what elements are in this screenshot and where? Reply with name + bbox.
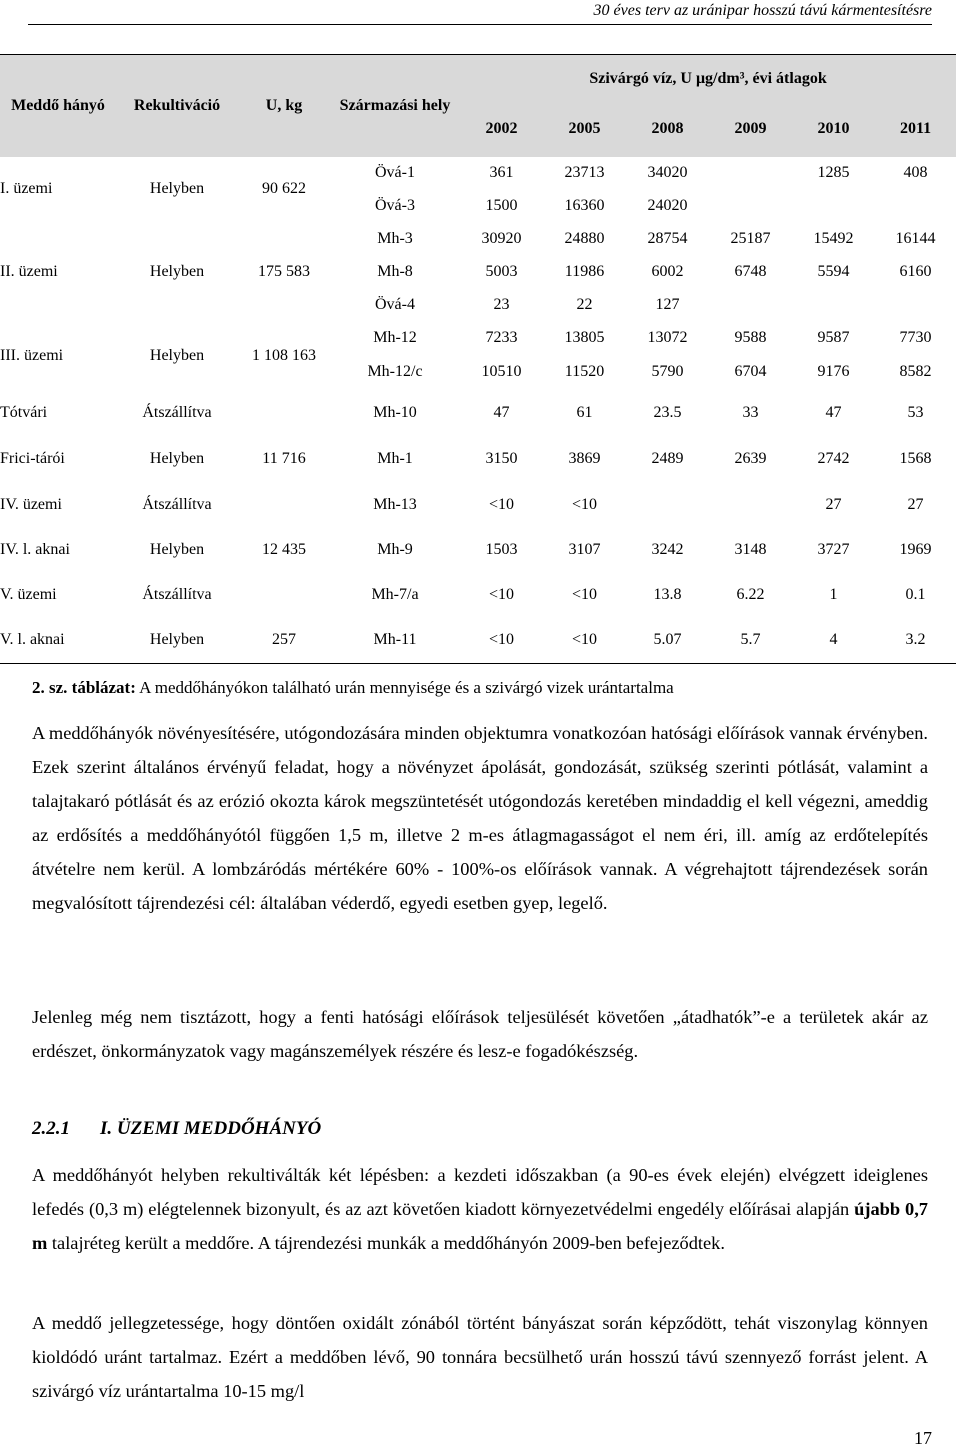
cell-value: 3727 [817, 540, 850, 558]
paragraph-4: A meddő jellegzetessége, hogy döntően oxidált zónából történt bányászat során képződött, tehát viszonylag könnyen kioldódó uránt tartalmaz. Ezért a meddőben lévő, 90 tonnára becsülhető urán hosszú távú szennyező forrást jelent. A szivárgó víz urántartalma 10-15 mg/l [32, 1313, 928, 1401]
year-header: 2011 [899, 120, 932, 138]
cell-value: 5.07 [626, 618, 709, 664]
year-header: 2002 [485, 120, 518, 138]
cell-value: 15492 [813, 229, 854, 247]
cell-source: Mh-11 [330, 618, 460, 664]
cell-dump: IV. üzemi [0, 495, 62, 513]
table-row [0, 528, 956, 573]
cell-value: 2639 [734, 450, 767, 468]
table-row [0, 573, 956, 618]
table-row [0, 483, 956, 528]
cell-u: 90 622 [262, 180, 306, 198]
cell-value: 16360 [564, 196, 605, 214]
cell-value: 6160 [899, 262, 932, 280]
cell-u [238, 391, 330, 437]
cell-value: 361 [489, 163, 514, 181]
cell-value: 9587 [817, 328, 850, 346]
cell-value: 30920 [481, 229, 522, 247]
cell-dump: I. üzemi [0, 180, 53, 198]
cell-value: 23 [493, 295, 510, 313]
cell-value: <10 [543, 618, 626, 664]
cell-source: Mh-1 [377, 450, 413, 468]
col-header-rekultivacio: Rekultiváció [116, 55, 238, 157]
table-row [0, 223, 956, 256]
cell-rek: Átszállítva [142, 495, 212, 513]
cell-rek: Átszállítva [142, 404, 212, 422]
cell-value: 127 [655, 295, 680, 313]
cell-value [792, 289, 875, 322]
cell-value [875, 289, 956, 322]
cell-dump: V. üzemi [0, 585, 57, 603]
cell-source: Mh-9 [377, 540, 413, 558]
cell-value: 0.1 [905, 585, 926, 603]
paragraph-3-part-2: talajréteg került a meddőre. A tájrendezési munkák a meddőhányón 2009-ben befejeződtek. [47, 1233, 725, 1253]
cell-value: 3150 [485, 450, 518, 468]
cell-value: 6.22 [736, 585, 765, 603]
cell-value: 9588 [734, 328, 767, 346]
cell-value: 4 [792, 618, 875, 664]
cell-value: 5.7 [709, 618, 792, 664]
cell-value: 1 [829, 585, 838, 603]
table-row [0, 157, 956, 190]
cell-value: 7233 [485, 328, 518, 346]
cell-dump: IV. l. aknai [0, 540, 70, 558]
cell-value: 16144 [895, 229, 936, 247]
cell-value [709, 190, 792, 223]
col-header-dump: Meddő hányó [0, 55, 116, 157]
page-number: 17 [914, 1428, 932, 1448]
cell-value [709, 483, 792, 528]
cell-value: <10 [488, 495, 515, 513]
cell-value: 23713 [564, 163, 605, 181]
cell-value: 2742 [817, 450, 850, 468]
cell-u [238, 483, 330, 528]
cell-source: Mh-7/a [371, 585, 419, 603]
cell-rek: Átszállítva [142, 585, 212, 603]
cell-dump: III. üzemi [0, 346, 64, 364]
cell-value [626, 483, 709, 528]
cell-dump: Tótvári [0, 404, 48, 422]
cell-u: 175 583 [258, 262, 310, 280]
paragraph-2: Jelenleg még nem tisztázott, hogy a fenti hatósági előírások teljesülését követően „átadhatók”-e a területek akár az erdészet, önkormányzatok vagy magánszemélyek részére és lesz-e fogadókészség. [32, 1007, 928, 1061]
uranium-table [0, 54, 956, 664]
cell-value: 1285 [817, 163, 850, 181]
cell-value: 1500 [485, 196, 518, 214]
col-header-group: Szivárgó víz, U μg/dm³, évi átlagok [460, 55, 956, 103]
cell-value [709, 289, 792, 322]
table-row [0, 322, 956, 355]
year-header: 2005 [568, 120, 601, 138]
section-heading [32, 1112, 321, 1146]
cell-u: 11 716 [262, 450, 306, 468]
table-row [0, 618, 956, 664]
cell-value: 1969 [899, 540, 932, 558]
paragraph-3-bold: újabb 0,7 m [32, 1199, 928, 1253]
cell-value: 6002 [651, 262, 684, 280]
section-number: 2.2.1 [32, 1118, 70, 1139]
header-title: 30 éves terv az uránipar hosszú távú kármentesítésre [593, 2, 932, 19]
cell-value: 13072 [647, 328, 688, 346]
cell-value: 6704 [734, 363, 767, 381]
cell-source: Mh-12 [373, 328, 417, 346]
cell-source: Mh-10 [373, 404, 417, 422]
cell-rek: Helyben [149, 540, 205, 558]
year-header: 2008 [651, 120, 684, 138]
cell-rek: Helyben [149, 262, 205, 280]
cell-source: Mh-12/c [367, 363, 423, 381]
cell-value: 27 [825, 495, 842, 513]
col-header-source: Származási hely [330, 55, 460, 157]
cell-value [792, 190, 875, 223]
col-header-u-kg: U, kg [238, 55, 330, 157]
cell-value: 7730 [899, 328, 932, 346]
cell-value: 3148 [734, 540, 767, 558]
table-caption [32, 678, 932, 698]
cell-value: 13805 [564, 328, 605, 346]
cell-value: 34020 [647, 163, 688, 181]
cell-value: 3.2 [875, 618, 956, 664]
cell-value: 5594 [817, 262, 850, 280]
table-row [0, 437, 956, 483]
page-header [28, 0, 932, 25]
cell-value: 5003 [485, 262, 518, 280]
cell-dump: V. l. aknai [0, 618, 116, 664]
cell-value: 47 [825, 404, 842, 422]
paragraph-3-part-1: A meddőhányót helyben rekultiválták két lépésben: a kezdeti időszakban (a 90-es évek elején) elvégzett ideiglenes lefedés (0,3 m) elégtelennek bizonyult, és az azt követően kiadott környezetvédelmi engedély előírásai alapján [32, 1165, 928, 1219]
cell-rek: Helyben [149, 450, 205, 468]
cell-value: 6748 [734, 262, 767, 280]
cell-dump: Frici-tárói [0, 450, 65, 468]
cell-value: 24020 [647, 196, 688, 214]
cell-value: 24880 [564, 229, 605, 247]
paragraph-3 [32, 1158, 928, 1260]
table-row [0, 391, 956, 437]
cell-value: <10 [571, 585, 598, 603]
cell-value: 3242 [651, 540, 684, 558]
section-title: I. ÜZEMI MEDDŐHÁNYÓ [100, 1118, 322, 1139]
cell-value: 1568 [899, 450, 932, 468]
cell-u: 257 [238, 618, 330, 664]
cell-value: 53 [907, 404, 924, 422]
cell-u: 1 108 163 [252, 346, 316, 364]
cell-value [709, 157, 792, 190]
cell-value: 27 [907, 495, 924, 513]
cell-u: 12 435 [262, 540, 306, 558]
cell-value: 47 [493, 404, 510, 422]
cell-value: <10 [460, 618, 543, 664]
cell-value: <10 [571, 495, 598, 513]
paragraph-1: A meddőhányók növényesítésére, utógondozására minden objektumra vonatkozóan hatósági előírások vannak érvényben. Ezek szerint általános érvényű feladat, hogy a növényzet ápolását, gondozását, szükség szerinti pótlását, valamint a talajtakaró pótlását és az erózió okozta károk megszüntetését utógondozás keretében mindaddig el kell végezni, ameddig az erdősítés a meddőhányótól függően 1,5 m, illetve 2 m-es átlagmagasságot el nem éri, ill. amíg az erdőtelepítés átvételre nem kerül. A lombzáródás mértékére 60% - 100%-os előírások vannak. A végrehajtott tájrendezések során megvalósított tájrendezési cél: általában véderdő, egyedi esetben gyep, legelő. [32, 723, 928, 913]
cell-source: Mh-3 [377, 229, 413, 247]
cell-source: Övá-3 [375, 196, 415, 214]
cell-rek: Helyben [149, 346, 205, 364]
cell-value: 408 [903, 163, 928, 181]
cell-rek: Helyben [116, 618, 238, 664]
cell-value: 3869 [568, 450, 601, 468]
cell-value: 33 [742, 404, 759, 422]
cell-value: 61 [576, 404, 593, 422]
cell-value: 1503 [485, 540, 518, 558]
cell-value: 25187 [730, 229, 771, 247]
cell-value: <10 [488, 585, 515, 603]
cell-value: 5790 [651, 363, 684, 381]
cell-value: 10510 [481, 363, 522, 381]
caption-text: A meddőhányókon található urán mennyisége és a szivárgó vizek urántartalma [135, 678, 674, 697]
cell-value: 3107 [568, 540, 601, 558]
cell-source: Mh-8 [377, 262, 413, 280]
year-header: 2010 [817, 120, 850, 138]
cell-value: 11986 [564, 262, 605, 280]
cell-source: Övá-1 [375, 163, 415, 181]
cell-u [238, 573, 330, 618]
cell-value: 2489 [651, 450, 684, 468]
cell-source: Övá-4 [375, 295, 415, 313]
cell-source: Mh-13 [373, 495, 417, 513]
cell-value: 22 [576, 295, 593, 313]
cell-value: 23.5 [653, 404, 682, 422]
caption-label: 2. sz. táblázat: [32, 678, 136, 697]
cell-value: 9176 [817, 363, 850, 381]
cell-value: 8582 [899, 363, 932, 381]
cell-value: 11520 [564, 363, 605, 381]
cell-value [875, 190, 956, 223]
cell-value: 28754 [647, 229, 688, 247]
year-header: 2009 [734, 120, 767, 138]
cell-dump: II. üzemi [0, 262, 58, 280]
cell-value: 13.8 [653, 585, 682, 603]
cell-rek: Helyben [149, 180, 205, 198]
